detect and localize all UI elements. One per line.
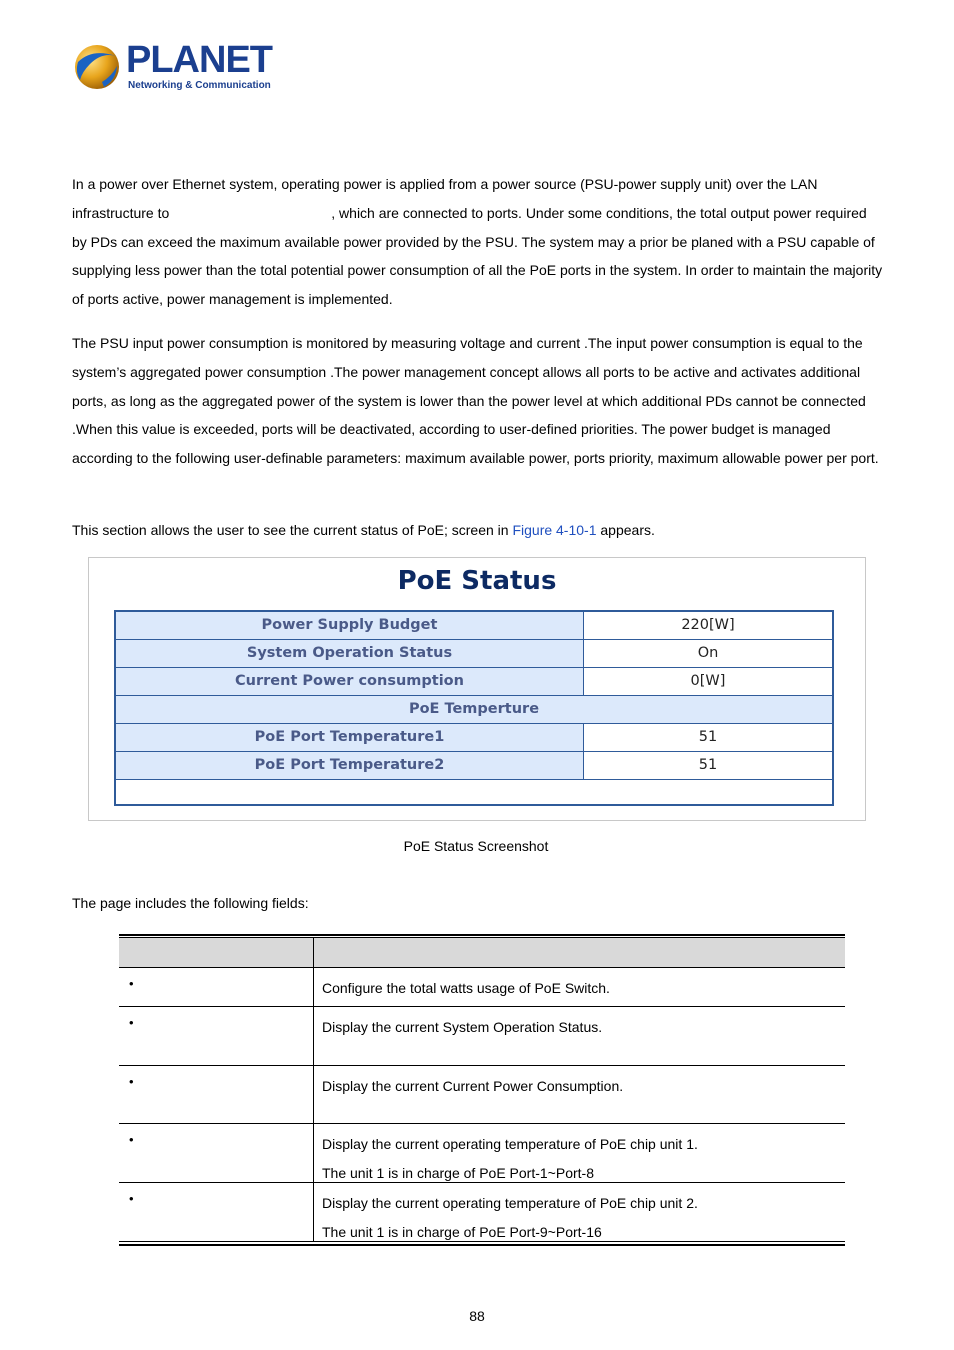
- fields-intro: The page includes the following fields:: [72, 895, 309, 911]
- figure-caption: PoE Status Screenshot: [403, 838, 549, 854]
- field-description: [322, 1013, 602, 1042]
- description-line: Display the current Current Power Consumption.: [322, 1078, 624, 1094]
- figure-link[interactable]: Figure 4-10-1: [512, 522, 597, 538]
- poe-temperature-heading: PoE Temperture: [116, 696, 832, 723]
- power-management-paragraph: The PSU input power consumption is monitored by measuring voltage and current .The input power consumption is equal to the system’s aggregated power consumption .The power management concept allows all ports to be active and activates additional ports, as long as the aggregated power of the system is lower than the power level at which additional PDs cannot be connected .When this value is exceeded, ports will be deactivated, according to user-defined priorities. The power budget is managed according to the following user-definable parameters: maximum available power, ports priority, maximum allowable power per port.: [72, 335, 879, 467]
- bullet: •: [129, 976, 134, 991]
- logo-tagline: Networking & Communication: [128, 80, 271, 91]
- poe-row-value: 51: [698, 757, 718, 773]
- poe-row-value: 0[W]: [690, 673, 726, 689]
- poe-row-label: PoE Port Temperature2: [116, 752, 584, 779]
- header-divider: [313, 938, 314, 968]
- field-description: [322, 1072, 623, 1101]
- bullet: •: [129, 1015, 134, 1030]
- poe-row-value: On: [697, 645, 719, 661]
- poe-status-screenshot: [88, 557, 866, 821]
- table-row: [119, 1066, 845, 1124]
- fields-table: [119, 934, 845, 1246]
- field-description: [322, 974, 610, 1003]
- description-line: Display the current operating temperature of PoE chip unit 2.: [322, 1195, 698, 1211]
- description-line: The unit 1 is in charge of PoE Port-1~Port-8: [322, 1165, 594, 1181]
- poe-row: [116, 640, 832, 668]
- description-line: Display the current System Operation Status.: [322, 1019, 603, 1035]
- poe-row: [116, 752, 832, 780]
- poe-row: [116, 668, 832, 696]
- table-row: [119, 968, 845, 1007]
- table-bottom-rule: [119, 1241, 845, 1246]
- description-line: The unit 1 is in charge of PoE Port-9~Port-16: [322, 1224, 602, 1240]
- poe-row: [116, 724, 832, 752]
- poe-row-label: System Operation Status: [116, 640, 584, 667]
- bullet: •: [129, 1191, 134, 1206]
- poe-row-label: Current Power consumption: [116, 668, 584, 695]
- page-number: 88: [469, 1308, 485, 1324]
- intro-paragraph: [72, 170, 884, 314]
- poe-row-value: 220[W]: [681, 617, 735, 633]
- logo-wordmark: PLANET: [126, 39, 272, 81]
- poe-row: [116, 612, 832, 640]
- field-description: [322, 1130, 698, 1188]
- poe-status-title: PoE Status: [397, 566, 557, 596]
- poe-row-label: Power Supply Budget: [116, 612, 584, 639]
- description-line: Display the current operating temperature of PoE chip unit 1.: [322, 1136, 698, 1152]
- poe-status-table: [114, 610, 834, 806]
- table-row: [119, 1124, 845, 1183]
- planet-logo: [72, 40, 272, 96]
- table-header: [119, 938, 845, 968]
- poe-section-row: [116, 696, 832, 724]
- poe-row-value: 51: [698, 729, 718, 745]
- table-row: [119, 1183, 845, 1241]
- section-text-start: This section allows the user to see the current status of PoE; screen in: [72, 522, 509, 538]
- section-paragraph: [72, 516, 884, 545]
- description-line: Configure the total watts usage of PoE Switch.: [322, 980, 610, 996]
- intro-text-start: In a power over Ethernet system, operating power is applied from a power source (PSU-power supply unit) over the LAN infrastructure to: [72, 176, 818, 221]
- globe-icon: [72, 42, 122, 92]
- intro-text-end: , which are connected to ports. Under some conditions, the total output power required by PDs can exceed the maximum available power provided by the PSU. The system may a prior be planed with a PSU capable of supplying less power than the total potential power consumption of all the PoE ports in the system. In order to maintain the majority of ports active, power management is implemented.: [72, 204, 883, 308]
- table-row: [119, 1007, 845, 1066]
- poe-row-label: PoE Port Temperature1: [116, 724, 584, 751]
- bullet: •: [129, 1074, 134, 1089]
- field-description: [322, 1189, 698, 1247]
- section-text-end: appears.: [600, 522, 655, 538]
- bullet: •: [129, 1132, 134, 1147]
